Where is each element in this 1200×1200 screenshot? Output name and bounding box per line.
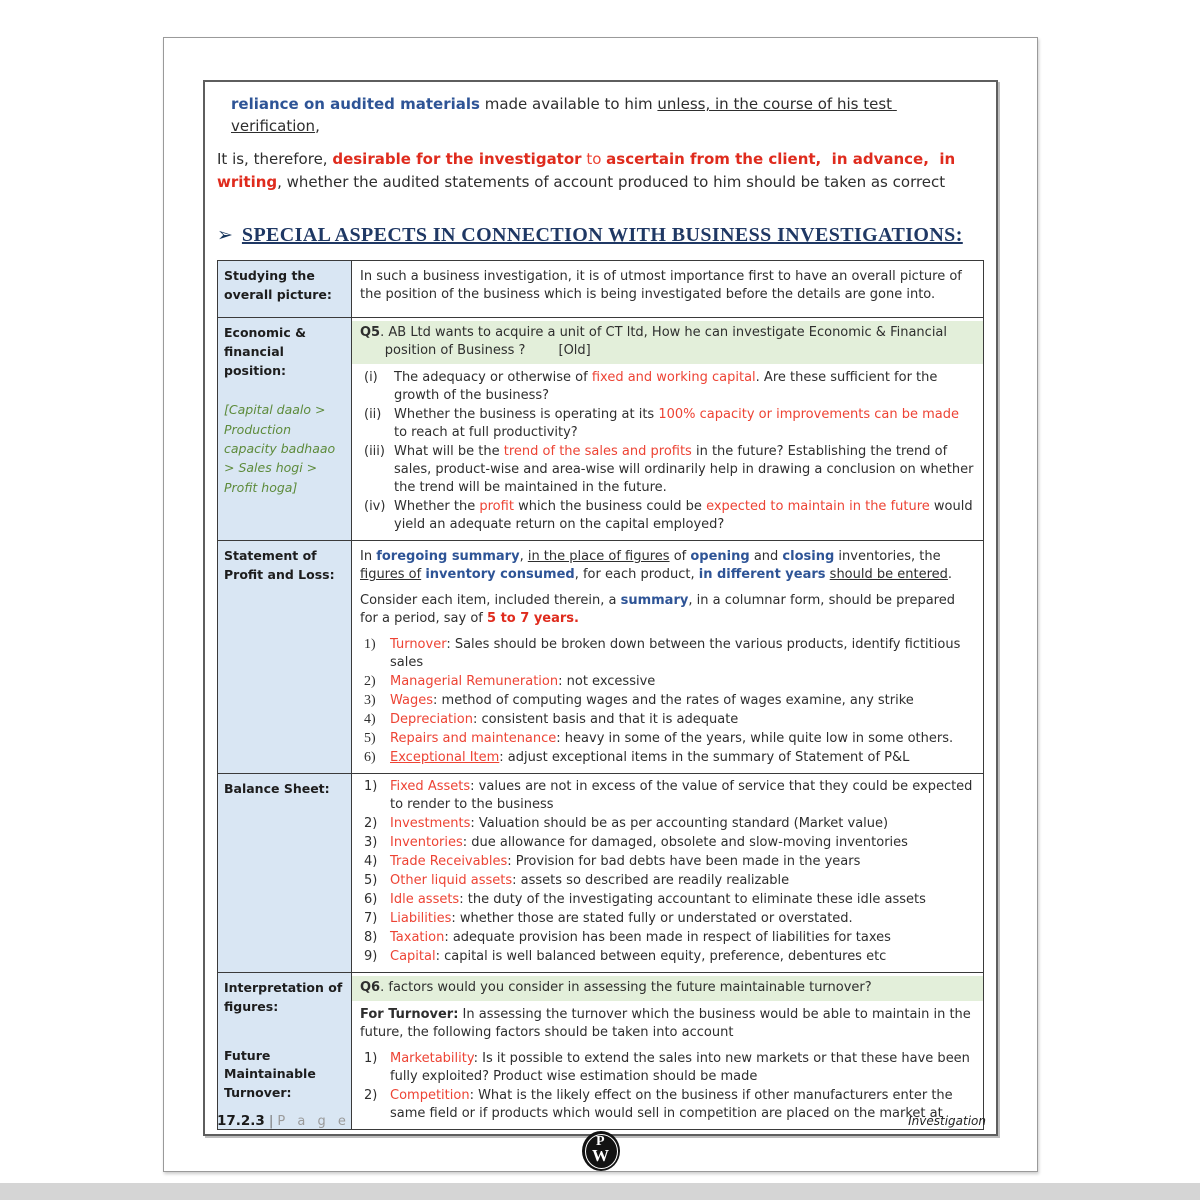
text-segment: figures of — [360, 567, 422, 582]
text-segment: Depreciation — [390, 712, 473, 727]
question-band — [352, 976, 983, 1001]
text-segment: : capital is well balanced between equity, preference, debentures etc — [435, 949, 887, 964]
list-marker: (i) — [364, 370, 378, 385]
row-header-text: Balance Sheet: — [224, 781, 330, 796]
list-item-text — [390, 673, 975, 691]
paragraph — [352, 592, 983, 628]
table-row — [218, 317, 983, 540]
list-marker: 6) — [364, 892, 378, 907]
list-item-text — [390, 636, 975, 672]
text-segment: ascertain from the client, in advance, in writing — [217, 149, 961, 191]
text-segment: and — [749, 549, 783, 564]
page-number: 17.2.3 — [217, 1113, 265, 1129]
list-item-text — [390, 778, 975, 814]
page-footer — [217, 1110, 986, 1129]
text-segment: Investments — [390, 816, 471, 831]
row-header-text: Economic & financial position: — [224, 325, 306, 378]
table-row — [218, 773, 983, 972]
text-segment: Marketability — [390, 1051, 474, 1066]
list-item — [352, 1050, 983, 1086]
list-item — [352, 443, 983, 497]
text-segment: foregoing summary — [376, 549, 520, 564]
text-segment: made available to him — [479, 95, 658, 113]
text-segment: position of Business ? [Old] — [360, 343, 591, 358]
text-segment: Q6 — [360, 980, 381, 995]
text-segment: Inventories — [390, 835, 463, 850]
text-segment: : consistent basis and that it is adequate — [472, 712, 739, 727]
content-inner — [205, 82, 996, 1134]
text-segment: Wages — [390, 693, 434, 708]
question-band — [352, 321, 983, 364]
text-segment: profit — [479, 499, 514, 514]
row-header-text: Studying the overall picture: — [224, 268, 332, 302]
text-segment: Competition — [390, 1088, 470, 1103]
text-segment: Liabilities — [390, 911, 452, 926]
text-segment: : Is it possible to extend the sales into new markets or that these have been fully exploited? Product wise estimation should be made — [390, 1051, 975, 1084]
text-segment: : method of computing wages and the rates of wages examine, any strike — [433, 693, 914, 708]
list-marker: 6) — [364, 750, 376, 765]
intro-paragraph-2 — [217, 148, 982, 195]
text-segment: : adjust exceptional items in the summary of Statement of P&L — [499, 750, 910, 765]
text-segment: in different years — [698, 567, 826, 582]
paragraph — [352, 1006, 983, 1042]
text-segment: : Provision for bad debts have been made in the years — [507, 854, 861, 869]
text-segment: , whether the audited statements of account produced to him should be taken as correct — [277, 172, 946, 191]
list-marker: 8) — [364, 930, 378, 945]
list-item — [352, 711, 983, 729]
text-segment: : What is the likely effect on the business if other manufacturers enter the same field or if products which would sell in competition are placed on the market at — [390, 1088, 957, 1121]
text-segment: fixed and working capital — [591, 370, 756, 385]
text-segment: 100% capacity or improvements can be made — [658, 407, 959, 422]
text-segment: It is, therefore, — [217, 149, 333, 168]
list-item — [352, 498, 983, 534]
text-segment: : Sales should be broken down between the various products, identify fictitious sales — [390, 637, 965, 670]
text-segment: For Turnover: — [360, 1007, 459, 1022]
text-segment: In such a business investigation, it is of utmost importance first to have an overall picture of the position of the business which is being investigated before the details are gone into. — [360, 269, 967, 302]
text-segment: Capital — [390, 949, 436, 964]
text-segment: should be entered — [829, 567, 948, 582]
logo-letter-w: W — [592, 1146, 609, 1165]
text-segment: , for each product, — [574, 567, 699, 582]
row-header-cell — [218, 774, 352, 972]
text-segment: Idle assets — [390, 892, 460, 907]
intro-paragraph-1 — [231, 94, 984, 138]
list-item — [352, 673, 983, 691]
list-item — [352, 692, 983, 710]
list-item-text — [390, 711, 975, 729]
text-segment: What will be the — [394, 444, 504, 459]
table-row — [218, 972, 983, 1129]
row-content-cell — [352, 774, 983, 972]
list-marker: 3) — [364, 835, 378, 850]
list-marker: 1) — [364, 779, 378, 794]
text-segment: to reach at full productivity? — [394, 407, 964, 440]
notes-table — [217, 260, 984, 1130]
text-segment: which the business could be — [513, 499, 707, 514]
list-item — [352, 730, 983, 748]
list-item-text — [390, 872, 975, 890]
row-header-cell — [218, 973, 352, 1129]
logo-letter-p: P — [596, 1134, 605, 1149]
text-segment: : heavy in some of the years, while quite low in some others. — [556, 731, 954, 746]
list-item-text — [394, 498, 975, 534]
list-item-text — [394, 443, 978, 497]
row-content-cell — [352, 261, 983, 317]
text-segment: : not excessive — [558, 674, 656, 689]
content-box — [203, 80, 998, 1136]
text-segment: Exceptional Item — [390, 750, 500, 765]
text-segment: in the place of figures — [527, 549, 670, 564]
text-segment: summary — [620, 593, 689, 608]
list-item-text — [390, 853, 975, 871]
text-segment: , — [315, 116, 320, 135]
text-segment: . factors would you consider in assessing the future maintainable turnover? — [380, 980, 872, 995]
text-segment: In — [360, 549, 377, 564]
table-row — [218, 261, 983, 317]
list-item-text — [390, 815, 975, 833]
footer-page-word: P a g e — [277, 1114, 350, 1129]
text-segment: , in a columnar form, should be prepared for a period, say of — [360, 593, 960, 626]
list-marker: 2) — [364, 1088, 378, 1103]
list-item — [352, 910, 983, 928]
list-item-text — [390, 1050, 975, 1086]
list-marker: 2) — [364, 674, 376, 689]
text-segment: Whether the business is operating at its — [394, 407, 659, 422]
section-heading — [217, 224, 984, 247]
text-segment: 5 to 7 years. — [487, 611, 579, 626]
list-item-text — [390, 948, 975, 966]
row-header-cell — [218, 261, 352, 317]
text-segment: . — [947, 567, 953, 582]
footer-left — [217, 1110, 350, 1129]
section-heading-text: SPECIAL ASPECTS IN CONNECTION WITH BUSINESS INVESTIGATIONS: — [241, 224, 963, 246]
list-marker: 9) — [364, 949, 378, 964]
footer-chapter-name: Investigation — [908, 1114, 986, 1128]
bottom-edge — [0, 1183, 1200, 1200]
row-content-cell — [352, 973, 983, 1129]
text-segment: unless, in the course of his test verification — [231, 95, 897, 135]
text-segment: . AB Ltd wants to acquire a unit of CT ltd, How he can investigate Economic & Financial — [380, 325, 948, 340]
text-segment: The adequacy or otherwise of — [394, 370, 592, 385]
list-item — [352, 891, 983, 909]
text-segment: : adequate provision has been made in respect of liabilities for taxes — [444, 930, 891, 945]
list-item — [352, 872, 983, 890]
text-segment: Fixed Assets — [390, 779, 471, 794]
footer-separator: | — [268, 1113, 274, 1129]
list-marker: 4) — [364, 712, 376, 727]
text-segment: : whether those are stated fully or understated or overstated. — [451, 911, 853, 926]
text-segment: in the future? Establishing the trend of sales, product-wise and area-wise will ordinarily help in drawing a conclusion on whether the trend will be maintained in the future. — [394, 444, 978, 495]
list-marker: (iv) — [364, 499, 386, 514]
list-item — [352, 369, 983, 405]
list-item — [352, 749, 983, 767]
document-page — [163, 37, 1038, 1172]
text-segment: Managerial Remuneration — [390, 674, 559, 689]
row-header-cell — [218, 318, 352, 540]
text-segment: Turnover — [390, 637, 447, 652]
text-segment: expected to maintain in the future — [706, 499, 930, 514]
list-item — [352, 948, 983, 966]
text-segment: : values are not in excess of the value of service that they could be expected to render to the business — [390, 779, 977, 812]
list-marker: 1) — [364, 637, 376, 652]
list-marker: 5) — [364, 731, 376, 746]
row-header-cell — [218, 541, 352, 773]
row-header-text: [Capital daalo > Production capacity badhaao > Sales hogi > Profit hoga] — [224, 402, 336, 495]
text-segment: inventories, the — [834, 549, 945, 564]
text-segment: , — [519, 549, 528, 564]
list-item — [352, 929, 983, 947]
list-item-text — [394, 406, 975, 442]
text-segment: Whether the — [394, 499, 480, 514]
list-item-text — [394, 369, 975, 405]
list-item-text — [390, 891, 975, 909]
text-segment: In assessing the turnover which the business would be able to maintain in the future, the following factors should be taken into account — [360, 1007, 975, 1040]
list-item — [352, 778, 983, 814]
paragraph — [352, 548, 983, 584]
list-item — [352, 636, 983, 672]
text-segment: Q5 — [360, 325, 381, 340]
list-item — [352, 406, 983, 442]
text-segment: desirable for the investigator — [332, 149, 582, 168]
list-item-text — [390, 692, 975, 710]
list-item-text — [390, 730, 975, 748]
text-segment: to — [581, 149, 607, 168]
text-segment: of — [669, 549, 691, 564]
text-segment: opening — [690, 549, 750, 564]
list-marker: 7) — [364, 911, 378, 926]
list-item-text — [390, 749, 975, 767]
text-segment: reliance on audited materials — [231, 95, 480, 113]
list-marker: 3) — [364, 693, 376, 708]
list-item — [352, 834, 983, 852]
text-segment: : assets so described are readily realizable — [512, 873, 790, 888]
row-content-cell — [352, 318, 983, 540]
row-header-text: Future Maintainable Turnover: — [224, 1047, 316, 1100]
list-item-text — [390, 834, 975, 852]
text-segment: Taxation — [390, 930, 445, 945]
text-segment: . Are these sufficient for the growth of the business? — [394, 370, 942, 403]
list-item — [352, 853, 983, 871]
row-header-text: Interpretation of figures: — [224, 980, 343, 1014]
text-segment: Trade Receivables — [390, 854, 508, 869]
arrowhead-bullet-icon: ➢ — [217, 224, 233, 246]
list-item-text — [390, 929, 975, 947]
list-item — [352, 815, 983, 833]
list-marker: (ii) — [364, 407, 382, 422]
list-marker: 4) — [364, 854, 378, 869]
text-segment: : Valuation should be as per accounting standard (Market value) — [470, 816, 889, 831]
text-segment: Other liquid assets — [390, 873, 513, 888]
text-segment: trend of the sales and profits — [503, 444, 692, 459]
text-segment: Consider each item, included therein, a — [360, 593, 621, 608]
text-segment: : due allowance for damaged, obsolete and slow-moving inventories — [462, 835, 908, 850]
text-segment: : the duty of the investigating accountant to eliminate these idle assets — [459, 892, 926, 907]
text-segment: closing — [782, 549, 835, 564]
list-item-text — [390, 910, 975, 928]
text-segment: inventory consumed — [425, 567, 575, 582]
list-marker: (iii) — [364, 444, 385, 459]
list-marker: 2) — [364, 816, 378, 831]
row-content-cell — [352, 541, 983, 773]
row-header-text: Statement of Profit and Loss: — [224, 548, 335, 582]
text-segment: Repairs and maintenance — [390, 731, 557, 746]
table-row — [218, 540, 983, 773]
list-marker: 1) — [364, 1051, 378, 1066]
pw-logo — [582, 1131, 620, 1171]
text-segment: would yield an adequate return on the capital employed? — [394, 499, 977, 532]
list-marker: 5) — [364, 873, 378, 888]
paragraph — [352, 268, 983, 304]
